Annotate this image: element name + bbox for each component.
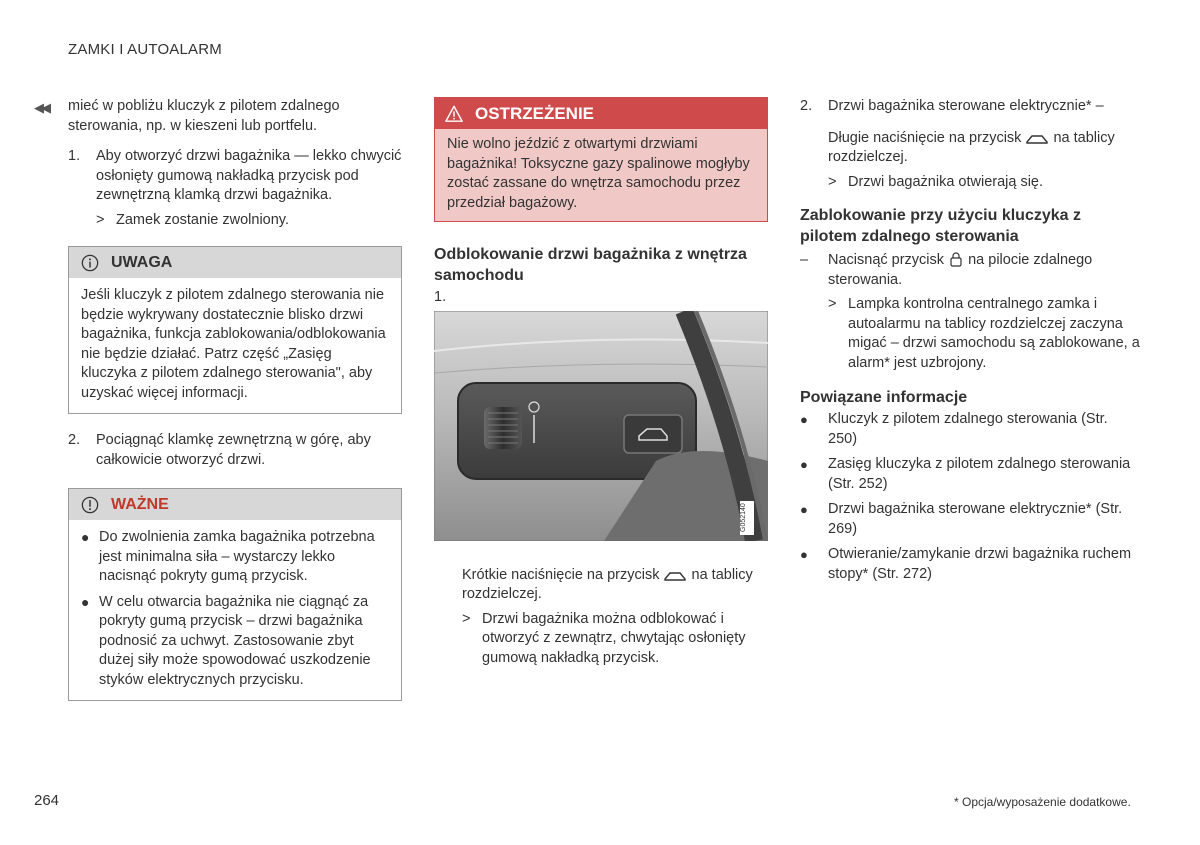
warning-triangle-icon bbox=[445, 105, 463, 123]
bullet-text: W celu otwarcia bagażnika nie ciągnąć za pokryty gumą przycisk – drzwi bagażnika podnosić za uchwyt. Zastosowanie zbyt dużej siły może spowodować uszkodzenie styków elektrycznych przycisku. bbox=[99, 593, 371, 688]
note-header bbox=[69, 247, 401, 278]
related-link[interactable]: ● Otwieranie/zamykanie drzwi bagażnika ruchem stopy* (Str. 272) bbox=[800, 546, 1132, 582]
continued-paragraph bbox=[34, 97, 402, 136]
result-marker: > bbox=[96, 211, 105, 228]
step-number: 1. bbox=[434, 289, 447, 305]
result-text: Zamek zostanie zwolniony. bbox=[116, 211, 290, 228]
long-press-result bbox=[828, 173, 1140, 193]
note-box bbox=[68, 246, 402, 414]
warning-box bbox=[434, 97, 768, 222]
intro-text: mieć w pobliżu kluczyk z pilotem zdalnego sterowania, np. w kieszeni lub portfelu. bbox=[68, 98, 340, 134]
important-bullet: ● Do zwolnienia zamka bagażnika potrzebna jest minimalna siła – wystarczy lekko nacisnąć pokryty gumą przycisk. bbox=[81, 528, 389, 587]
warning-body: Nie wolno jeździć z otwartymi drzwiami bagażnika! Toksyczne gazy spalinowe mogłyby zostać zassane do wnętrza samochodu przez przedział bagażowy. bbox=[435, 129, 767, 221]
step-number: 1. bbox=[68, 148, 81, 164]
step-1 bbox=[68, 147, 402, 206]
related-link[interactable]: ● Drzwi bagażnika sterowane elektrycznie* (Str. 269) bbox=[800, 501, 1123, 537]
footnote: * Opcja/wyposażenie dodatkowe. bbox=[954, 795, 1131, 809]
tailgate-icon bbox=[1025, 131, 1049, 145]
lock-step: – Nacisnąć przycisk na pilocie zdalnego sterowania. bbox=[800, 251, 1140, 290]
lock-icon bbox=[948, 251, 964, 267]
warning-title: OSTRZEŻENIE bbox=[475, 103, 595, 123]
short-press-result bbox=[462, 610, 768, 669]
long-press-text: Długie naciśnięcie na przycisk na tablicy rozdzielczej. bbox=[828, 129, 1115, 165]
column-right bbox=[800, 97, 1140, 590]
page-number: 264 bbox=[34, 792, 60, 809]
related-heading: Powiązane informacje bbox=[800, 389, 968, 406]
section-header: ZAMKI I AUTOALARM bbox=[68, 41, 222, 58]
step-1-result bbox=[96, 211, 402, 231]
section-heading: Odblokowanie drzwi bagażnika z wnętrza samochodu bbox=[434, 246, 747, 284]
step-text: Aby otworzyć drzwi bagażnika — lekko chwycić osłonięty gumową nakładką przycisk pod zewnętrzną klamką drzwi bagażnika. bbox=[96, 148, 402, 203]
important-header bbox=[69, 489, 401, 520]
related-link[interactable]: ● Kluczyk z pilotem zdalnego sterowania (Str. 250) bbox=[800, 411, 1108, 447]
note-body: Jeśli kluczyk z pilotem zdalnego sterowania nie będzie wykrywany dostatecznie blisko drzwi bagażnika, funkcja zablokowania/odblokowania nie będzie działać. Patrz część „Zasięg kluczyka z pilotem zdalnego sterowania", aby uzyskać więcej informacji. bbox=[81, 287, 386, 401]
dashboard-button-photo bbox=[434, 311, 768, 541]
note-title: UWAGA bbox=[111, 253, 173, 271]
tailgate-icon bbox=[663, 568, 687, 582]
step-text: Pociągnąć klamkę zewnętrzną w górę, aby całkowicie otworzyć drzwi. bbox=[96, 432, 371, 468]
related-link[interactable]: ● Zasięg kluczyka z pilotem zdalnego sterowania (Str. 252) bbox=[800, 456, 1131, 492]
warning-header bbox=[435, 98, 767, 129]
result-marker: > bbox=[828, 296, 837, 312]
step-number: 2. bbox=[68, 432, 81, 448]
column-left bbox=[34, 97, 402, 701]
result-text: Drzwi bagażnika można odblokować i otworzyć z zewnątrz, chwytając osłonięty gumową nakładką przycisk. bbox=[482, 610, 746, 666]
info-icon bbox=[81, 254, 99, 272]
section-heading: Zablokowanie przy użyciu kluczyka z pilotem zdalnego sterowania bbox=[800, 207, 1081, 245]
continued-marker-icon: ◀◀ bbox=[34, 100, 48, 115]
column-middle bbox=[434, 97, 768, 668]
step-2 bbox=[800, 97, 1140, 117]
result-text: Lampka kontrolna centralnego zamka i autoalarmu na tablicy rozdzielczej zaczyna migać – drzwi samochodu są zablokowane, a alarm* jest uzbrojony. bbox=[848, 296, 1140, 371]
step-number: 2. bbox=[800, 98, 813, 114]
step-2 bbox=[68, 431, 402, 470]
step-text: Drzwi bagażnika sterowane elektrycznie* – bbox=[828, 98, 1104, 114]
important-body bbox=[69, 520, 401, 700]
result-marker: > bbox=[828, 173, 837, 190]
bullet-text: Do zwolnienia zamka bagażnika potrzebna jest minimalna siła – wystarczy lekko nacisnąć pokryty gumą przycisk. bbox=[99, 529, 375, 584]
important-box bbox=[68, 488, 402, 701]
related-list bbox=[800, 410, 1140, 584]
dash-marker: – bbox=[800, 252, 809, 268]
image-code: G052140 bbox=[740, 503, 747, 532]
important-title: WAŻNE bbox=[111, 495, 169, 513]
result-text: Drzwi bagażnika otwierają się. bbox=[848, 173, 1044, 190]
lock-result bbox=[828, 295, 1140, 373]
exclamation-icon bbox=[81, 496, 99, 514]
important-bullet: ● W celu otwarcia bagażnika nie ciągnąć za pokryty gumą przycisk – drzwi bagażnika podnosić za uchwyt. Zastosowanie zbyt dużej siły może spowodować uszkodzenie styków elektrycznych przycisku. bbox=[81, 593, 389, 691]
result-marker: > bbox=[462, 610, 471, 627]
short-press-text: Krótkie naciśnięcie na przycisk na tablicy rozdzielczej. bbox=[462, 566, 753, 602]
